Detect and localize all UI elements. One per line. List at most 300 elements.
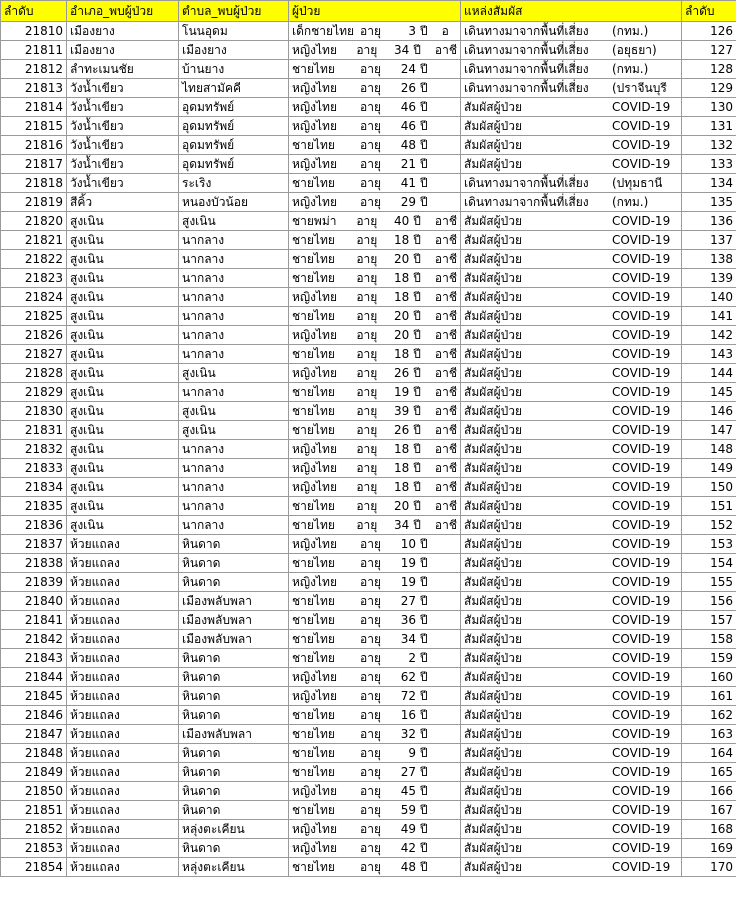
cell-contact-source[interactable] (461, 687, 682, 706)
cell-id[interactable]: 21818 (1, 174, 67, 193)
cell-subdistrict[interactable]: หินดาด (179, 649, 289, 668)
cell-subdistrict[interactable]: เมืองพลับพลา (179, 630, 289, 649)
cell-subdistrict[interactable]: หลุ่งตะเคียน (179, 858, 289, 877)
cell-id[interactable]: 21827 (1, 345, 67, 364)
cell-patient[interactable] (289, 98, 461, 117)
cell-patient[interactable] (289, 763, 461, 782)
cell-district[interactable]: ห้วยแถลง (67, 782, 179, 801)
source-main: สัมผัสผู้ป่วย (464, 746, 523, 760)
cell-patient[interactable] (289, 668, 461, 687)
cell-contact-source[interactable] (461, 60, 682, 79)
table-row (1, 630, 736, 649)
header-contact-source[interactable]: แหล่งสัมผัส (461, 1, 682, 22)
cell-district[interactable]: เมืองยาง (67, 22, 179, 41)
cell-subdistrict[interactable]: หนองบัวน้อย (179, 193, 289, 212)
cell-patient[interactable] (289, 573, 461, 592)
cell-id[interactable]: 21845 (1, 687, 67, 706)
cell-seq[interactable]: 157 (682, 611, 736, 630)
cell-contact-source[interactable] (461, 706, 682, 725)
cell-subdistrict[interactable]: นากลาง (179, 459, 289, 478)
cell-subdistrict[interactable]: หินดาด (179, 839, 289, 858)
cell-district[interactable]: วังน้ำเขียว (67, 79, 179, 98)
cell-subdistrict[interactable]: นากลาง (179, 478, 289, 497)
cell-patient[interactable] (289, 497, 461, 516)
cell-seq[interactable]: 159 (682, 649, 736, 668)
cell-district[interactable]: สูงเนิน (67, 402, 179, 421)
cell-contact-source[interactable] (461, 269, 682, 288)
patient-gender: หญิงไทย (292, 100, 337, 114)
cell-id[interactable]: 21821 (1, 231, 67, 250)
header-patient[interactable]: ผู้ป่วย (289, 1, 461, 22)
cell-patient[interactable] (289, 231, 461, 250)
cell-seq[interactable]: 147 (682, 421, 736, 440)
cell-subdistrict[interactable]: สูงเนิน (179, 364, 289, 383)
cell-id[interactable]: 21849 (1, 763, 67, 782)
cell-id[interactable]: 21844 (1, 668, 67, 687)
cell-patient[interactable] (289, 858, 461, 877)
cell-district[interactable]: สูงเนิน (67, 364, 179, 383)
cell-patient[interactable] (289, 345, 461, 364)
cell-contact-source[interactable] (461, 516, 682, 535)
patient-gender: หญิงไทย (292, 442, 337, 456)
cell-seq[interactable]: 129 (682, 79, 736, 98)
cell-contact-source[interactable] (461, 668, 682, 687)
cell-id[interactable]: 21820 (1, 212, 67, 231)
cell-patient[interactable] (289, 307, 461, 326)
cell-district[interactable]: สูงเนิน (67, 383, 179, 402)
cell-contact-source[interactable] (461, 79, 682, 98)
cell-subdistrict[interactable]: นากลาง (179, 288, 289, 307)
cell-contact-source[interactable] (461, 212, 682, 231)
cell-id[interactable]: 21830 (1, 402, 67, 421)
cell-patient[interactable] (289, 288, 461, 307)
cell-contact-source[interactable] (461, 573, 682, 592)
patient-age-label: อายุ (356, 423, 378, 437)
cell-seq[interactable]: 132 (682, 136, 736, 155)
cell-district[interactable]: สูงเนิน (67, 212, 179, 231)
cell-subdistrict[interactable]: นากลาง (179, 383, 289, 402)
cell-contact-source[interactable] (461, 307, 682, 326)
cell-patient[interactable] (289, 516, 461, 535)
cell-seq[interactable]: 146 (682, 402, 736, 421)
cell-seq[interactable]: 144 (682, 364, 736, 383)
cell-contact-source[interactable] (461, 345, 682, 364)
cell-district[interactable]: วังน้ำเขียว (67, 98, 179, 117)
cell-district[interactable]: สีคิ้ว (67, 193, 179, 212)
cell-id[interactable]: 21836 (1, 516, 67, 535)
cell-subdistrict[interactable]: หินดาด (179, 554, 289, 573)
cell-patient[interactable] (289, 136, 461, 155)
cell-subdistrict[interactable]: หินดาด (179, 535, 289, 554)
cell-district[interactable]: สูงเนิน (67, 288, 179, 307)
source-place: COVID-19 (612, 499, 671, 513)
cell-subdistrict[interactable]: อุดมทรัพย์ (179, 136, 289, 155)
cell-patient[interactable] (289, 744, 461, 763)
cell-id[interactable]: 21811 (1, 41, 67, 60)
cell-seq[interactable]: 135 (682, 193, 736, 212)
cell-id[interactable]: 21846 (1, 706, 67, 725)
cell-contact-source[interactable] (461, 364, 682, 383)
cell-id[interactable]: 21841 (1, 611, 67, 630)
cell-patient[interactable] (289, 326, 461, 345)
cell-seq[interactable]: 155 (682, 573, 736, 592)
cell-id[interactable]: 21826 (1, 326, 67, 345)
cell-seq[interactable]: 166 (682, 782, 736, 801)
table-row (1, 402, 736, 421)
cell-contact-source[interactable] (461, 98, 682, 117)
cell-contact-source[interactable] (461, 22, 682, 41)
cell-contact-source[interactable] (461, 155, 682, 174)
cell-id[interactable]: 21814 (1, 98, 67, 117)
cell-subdistrict[interactable]: เมืองพลับพลา (179, 725, 289, 744)
cell-id[interactable]: 21840 (1, 592, 67, 611)
cell-seq[interactable]: 153 (682, 535, 736, 554)
cell-seq[interactable]: 160 (682, 668, 736, 687)
cell-id[interactable]: 21853 (1, 839, 67, 858)
contact-source (464, 174, 678, 192)
contact-source (464, 41, 678, 59)
cell-subdistrict[interactable]: นากลาง (179, 250, 289, 269)
patient-age-unit: ปี (413, 366, 421, 380)
cell-patient[interactable] (289, 782, 461, 801)
cell-district[interactable]: สูงเนิน (67, 326, 179, 345)
cell-subdistrict[interactable]: นากลาง (179, 516, 289, 535)
cell-district[interactable]: ลำทะเมนชัย (67, 60, 179, 79)
patient-age-label: อายุ (360, 556, 381, 570)
cell-seq[interactable]: 156 (682, 592, 736, 611)
cell-id[interactable]: 21843 (1, 649, 67, 668)
cell-patient[interactable] (289, 611, 461, 630)
cell-contact-source[interactable] (461, 630, 682, 649)
cell-seq[interactable]: 140 (682, 288, 736, 307)
cell-district[interactable]: สูงเนิน (67, 478, 179, 497)
patient-age: 49 (400, 822, 416, 836)
cell-id[interactable]: 21813 (1, 79, 67, 98)
cell-contact-source[interactable] (461, 326, 682, 345)
cell-subdistrict[interactable]: อุดมทรัพย์ (179, 155, 289, 174)
cell-district[interactable]: เมืองยาง (67, 41, 179, 60)
cell-subdistrict[interactable]: หินดาด (179, 573, 289, 592)
cell-contact-source[interactable] (461, 535, 682, 554)
cell-contact-source[interactable] (461, 763, 682, 782)
cell-subdistrict[interactable]: บ้านยาง (179, 60, 289, 79)
cell-seq[interactable]: 148 (682, 440, 736, 459)
cell-contact-source[interactable] (461, 459, 682, 478)
cell-patient[interactable] (289, 554, 461, 573)
cell-district[interactable]: สูงเนิน (67, 421, 179, 440)
cell-seq[interactable]: 126 (682, 22, 736, 41)
cell-patient[interactable] (289, 801, 461, 820)
cell-id[interactable]: 21837 (1, 535, 67, 554)
cell-patient[interactable] (289, 820, 461, 839)
cell-district[interactable]: สูงเนิน (67, 497, 179, 516)
cell-contact-source[interactable] (461, 174, 682, 193)
cell-contact-source[interactable] (461, 117, 682, 136)
cell-seq[interactable]: 131 (682, 117, 736, 136)
cell-patient[interactable] (289, 174, 461, 193)
cell-seq[interactable]: 161 (682, 687, 736, 706)
cell-id[interactable]: 21822 (1, 250, 67, 269)
cell-contact-source[interactable] (461, 250, 682, 269)
cell-seq[interactable]: 128 (682, 60, 736, 79)
cell-district[interactable]: ห้วยแถลง (67, 725, 179, 744)
cell-contact-source[interactable] (461, 858, 682, 877)
contact-source (464, 440, 678, 458)
cell-id[interactable]: 21854 (1, 858, 67, 877)
header-subdistrict[interactable]: ตำบล_พบผู้ป่วย (179, 1, 289, 22)
cell-subdistrict[interactable]: นากลาง (179, 440, 289, 459)
cell-subdistrict[interactable]: สูงเนิน (179, 212, 289, 231)
patient-age: 18 (394, 271, 410, 285)
cell-seq[interactable]: 151 (682, 497, 736, 516)
cell-id[interactable]: 21817 (1, 155, 67, 174)
cell-subdistrict[interactable]: เมืองพลับพลา (179, 592, 289, 611)
cell-patient[interactable] (289, 250, 461, 269)
cell-id[interactable]: 21816 (1, 136, 67, 155)
cell-district[interactable]: ห้วยแถลง (67, 820, 179, 839)
cell-seq[interactable]: 143 (682, 345, 736, 364)
cell-seq[interactable]: 164 (682, 744, 736, 763)
cell-patient[interactable] (289, 364, 461, 383)
cell-district[interactable]: ห้วยแถลง (67, 668, 179, 687)
cell-seq[interactable]: 163 (682, 725, 736, 744)
cell-patient[interactable] (289, 212, 461, 231)
cell-district[interactable]: ห้วยแถลง (67, 858, 179, 877)
cell-patient[interactable] (289, 402, 461, 421)
cell-contact-source[interactable] (461, 383, 682, 402)
cell-patient[interactable] (289, 155, 461, 174)
cell-subdistrict[interactable]: หลุ่งตะเคียน (179, 820, 289, 839)
cell-district[interactable]: สูงเนิน (67, 516, 179, 535)
cell-seq[interactable]: 138 (682, 250, 736, 269)
cell-seq[interactable]: 136 (682, 212, 736, 231)
header-id[interactable]: ลำดับ (1, 1, 67, 22)
cell-contact-source[interactable] (461, 402, 682, 421)
cell-seq[interactable]: 145 (682, 383, 736, 402)
cell-subdistrict[interactable]: สูงเนิน (179, 421, 289, 440)
cell-district[interactable]: สูงเนิน (67, 269, 179, 288)
cell-patient[interactable] (289, 649, 461, 668)
cell-id[interactable]: 21824 (1, 288, 67, 307)
cell-id[interactable]: 21842 (1, 630, 67, 649)
cell-district[interactable]: ห้วยแถลง (67, 801, 179, 820)
source-place: COVID-19 (612, 651, 671, 665)
cell-patient[interactable] (289, 592, 461, 611)
cell-seq[interactable]: 150 (682, 478, 736, 497)
cell-subdistrict[interactable]: สูงเนิน (179, 402, 289, 421)
cell-id[interactable]: 21831 (1, 421, 67, 440)
cell-seq[interactable]: 139 (682, 269, 736, 288)
cell-subdistrict[interactable]: หินดาด (179, 687, 289, 706)
cell-contact-source[interactable] (461, 478, 682, 497)
cell-subdistrict[interactable]: อุดมทรัพย์ (179, 117, 289, 136)
cell-subdistrict[interactable]: นากลาง (179, 269, 289, 288)
cell-subdistrict[interactable]: ไทยสามัคคี (179, 79, 289, 98)
cell-subdistrict[interactable]: หินดาด (179, 782, 289, 801)
cell-district[interactable]: สูงเนิน (67, 307, 179, 326)
cell-id[interactable]: 21832 (1, 440, 67, 459)
cell-seq[interactable]: 167 (682, 801, 736, 820)
cell-seq[interactable]: 168 (682, 820, 736, 839)
patient-gender: หญิงไทย (292, 461, 337, 475)
cell-contact-source[interactable] (461, 820, 682, 839)
cell-id[interactable]: 21834 (1, 478, 67, 497)
cell-patient[interactable] (289, 478, 461, 497)
cell-subdistrict[interactable]: นากลาง (179, 231, 289, 250)
cell-seq[interactable]: 169 (682, 839, 736, 858)
cell-seq[interactable]: 149 (682, 459, 736, 478)
cell-id[interactable]: 21829 (1, 383, 67, 402)
cell-district[interactable]: สูงเนิน (67, 459, 179, 478)
cell-patient[interactable] (289, 22, 461, 41)
cell-contact-source[interactable] (461, 744, 682, 763)
cell-seq[interactable]: 152 (682, 516, 736, 535)
cell-seq[interactable]: 154 (682, 554, 736, 573)
cell-district[interactable]: ห้วยแถลง (67, 839, 179, 858)
cell-subdistrict[interactable]: นากลาง (179, 326, 289, 345)
cell-patient[interactable] (289, 535, 461, 554)
cell-seq[interactable]: 158 (682, 630, 736, 649)
cell-patient[interactable] (289, 193, 461, 212)
cell-patient[interactable] (289, 79, 461, 98)
cell-id[interactable]: 21850 (1, 782, 67, 801)
cell-contact-source[interactable] (461, 554, 682, 573)
cell-patient[interactable] (289, 630, 461, 649)
cell-district[interactable]: สูงเนิน (67, 231, 179, 250)
cell-patient[interactable] (289, 725, 461, 744)
cell-district[interactable]: สูงเนิน (67, 250, 179, 269)
cell-district[interactable]: ห้วยแถลง (67, 687, 179, 706)
cell-contact-source[interactable] (461, 782, 682, 801)
cell-seq[interactable]: 142 (682, 326, 736, 345)
patient-age: 34 (394, 518, 410, 532)
cell-district[interactable]: วังน้ำเขียว (67, 155, 179, 174)
cell-district[interactable]: สูงเนิน (67, 440, 179, 459)
cell-id[interactable]: 21835 (1, 497, 67, 516)
cell-id[interactable]: 21852 (1, 820, 67, 839)
cell-id[interactable]: 21812 (1, 60, 67, 79)
cell-id[interactable]: 21828 (1, 364, 67, 383)
cell-id[interactable]: 21815 (1, 117, 67, 136)
cell-contact-source[interactable] (461, 288, 682, 307)
cell-seq[interactable]: 134 (682, 174, 736, 193)
cell-contact-source[interactable] (461, 725, 682, 744)
cell-patient[interactable] (289, 269, 461, 288)
cell-patient[interactable] (289, 60, 461, 79)
cell-district[interactable]: ห้วยแถลง (67, 649, 179, 668)
cell-seq[interactable]: 127 (682, 41, 736, 60)
cell-contact-source[interactable] (461, 649, 682, 668)
cell-district[interactable]: ห้วยแถลง (67, 611, 179, 630)
cell-patient[interactable] (289, 41, 461, 60)
cell-contact-source[interactable] (461, 592, 682, 611)
cell-district[interactable]: สูงเนิน (67, 345, 179, 364)
cell-id[interactable]: 21838 (1, 554, 67, 573)
patient-gender: ชายไทย (292, 803, 335, 817)
cell-patient[interactable] (289, 839, 461, 858)
source-place: (ปราจีนบุรี (612, 81, 667, 95)
cell-district[interactable]: วังน้ำเขียว (67, 174, 179, 193)
cell-id[interactable]: 21851 (1, 801, 67, 820)
cell-contact-source[interactable] (461, 231, 682, 250)
cell-patient[interactable] (289, 421, 461, 440)
cell-seq[interactable]: 141 (682, 307, 736, 326)
cell-subdistrict[interactable]: อุดมทรัพย์ (179, 98, 289, 117)
cell-contact-source[interactable] (461, 193, 682, 212)
table-row (1, 345, 736, 364)
cell-patient[interactable] (289, 459, 461, 478)
cell-id[interactable]: 21839 (1, 573, 67, 592)
cell-district[interactable]: วังน้ำเขียว (67, 117, 179, 136)
cell-subdistrict[interactable]: นากลาง (179, 345, 289, 364)
cell-contact-source[interactable] (461, 839, 682, 858)
cell-id[interactable]: 21823 (1, 269, 67, 288)
cell-seq[interactable]: 133 (682, 155, 736, 174)
cell-id[interactable]: 21810 (1, 22, 67, 41)
cell-patient[interactable] (289, 440, 461, 459)
cell-contact-source[interactable] (461, 136, 682, 155)
patient-age: 40 (394, 214, 410, 228)
cell-subdistrict[interactable]: ระเริง (179, 174, 289, 193)
cell-contact-source[interactable] (461, 421, 682, 440)
cell-patient[interactable] (289, 117, 461, 136)
cell-id[interactable]: 21819 (1, 193, 67, 212)
cell-patient[interactable] (289, 706, 461, 725)
cell-subdistrict[interactable]: หินดาด (179, 763, 289, 782)
header-seq[interactable]: ลำดับ (682, 1, 736, 22)
cell-id[interactable]: 21825 (1, 307, 67, 326)
cell-seq[interactable]: 162 (682, 706, 736, 725)
cell-subdistrict[interactable]: เมืองพลับพลา (179, 611, 289, 630)
cell-subdistrict[interactable]: หินดาด (179, 801, 289, 820)
header-district[interactable]: อำเภอ_พบผู้ป่วย (67, 1, 179, 22)
source-place: (กทม.) (612, 62, 649, 76)
cell-district[interactable]: ห้วยแถลง (67, 573, 179, 592)
cell-id[interactable]: 21847 (1, 725, 67, 744)
cell-subdistrict[interactable]: โนนอุดม (179, 22, 289, 41)
patient-info (292, 155, 457, 173)
cell-subdistrict[interactable]: เมืองยาง (179, 41, 289, 60)
cell-contact-source[interactable] (461, 440, 682, 459)
cell-contact-source[interactable] (461, 497, 682, 516)
cell-seq[interactable]: 130 (682, 98, 736, 117)
cell-district[interactable]: ห้วยแถลง (67, 554, 179, 573)
cell-id[interactable]: 21848 (1, 744, 67, 763)
cell-contact-source[interactable] (461, 801, 682, 820)
cell-contact-source[interactable] (461, 611, 682, 630)
cell-id[interactable]: 21833 (1, 459, 67, 478)
cell-contact-source[interactable] (461, 41, 682, 60)
cell-district[interactable]: ห้วยแถลง (67, 592, 179, 611)
cell-district[interactable]: ห้วยแถลง (67, 744, 179, 763)
cell-subdistrict[interactable]: หินดาด (179, 744, 289, 763)
cell-district[interactable]: วังน้ำเขียว (67, 136, 179, 155)
cell-district[interactable]: ห้วยแถลง (67, 763, 179, 782)
patient-info (292, 630, 457, 648)
cell-subdistrict[interactable]: นากลาง (179, 497, 289, 516)
cell-subdistrict[interactable]: หินดาด (179, 668, 289, 687)
cell-patient[interactable] (289, 383, 461, 402)
cell-seq[interactable]: 137 (682, 231, 736, 250)
cell-subdistrict[interactable]: นากลาง (179, 307, 289, 326)
cell-seq[interactable]: 165 (682, 763, 736, 782)
cell-patient[interactable] (289, 687, 461, 706)
cell-district[interactable]: ห้วยแถลง (67, 535, 179, 554)
cell-subdistrict[interactable]: หินดาด (179, 706, 289, 725)
cell-district[interactable]: ห้วยแถลง (67, 630, 179, 649)
cell-seq[interactable]: 170 (682, 858, 736, 877)
cell-district[interactable]: ห้วยแถลง (67, 706, 179, 725)
